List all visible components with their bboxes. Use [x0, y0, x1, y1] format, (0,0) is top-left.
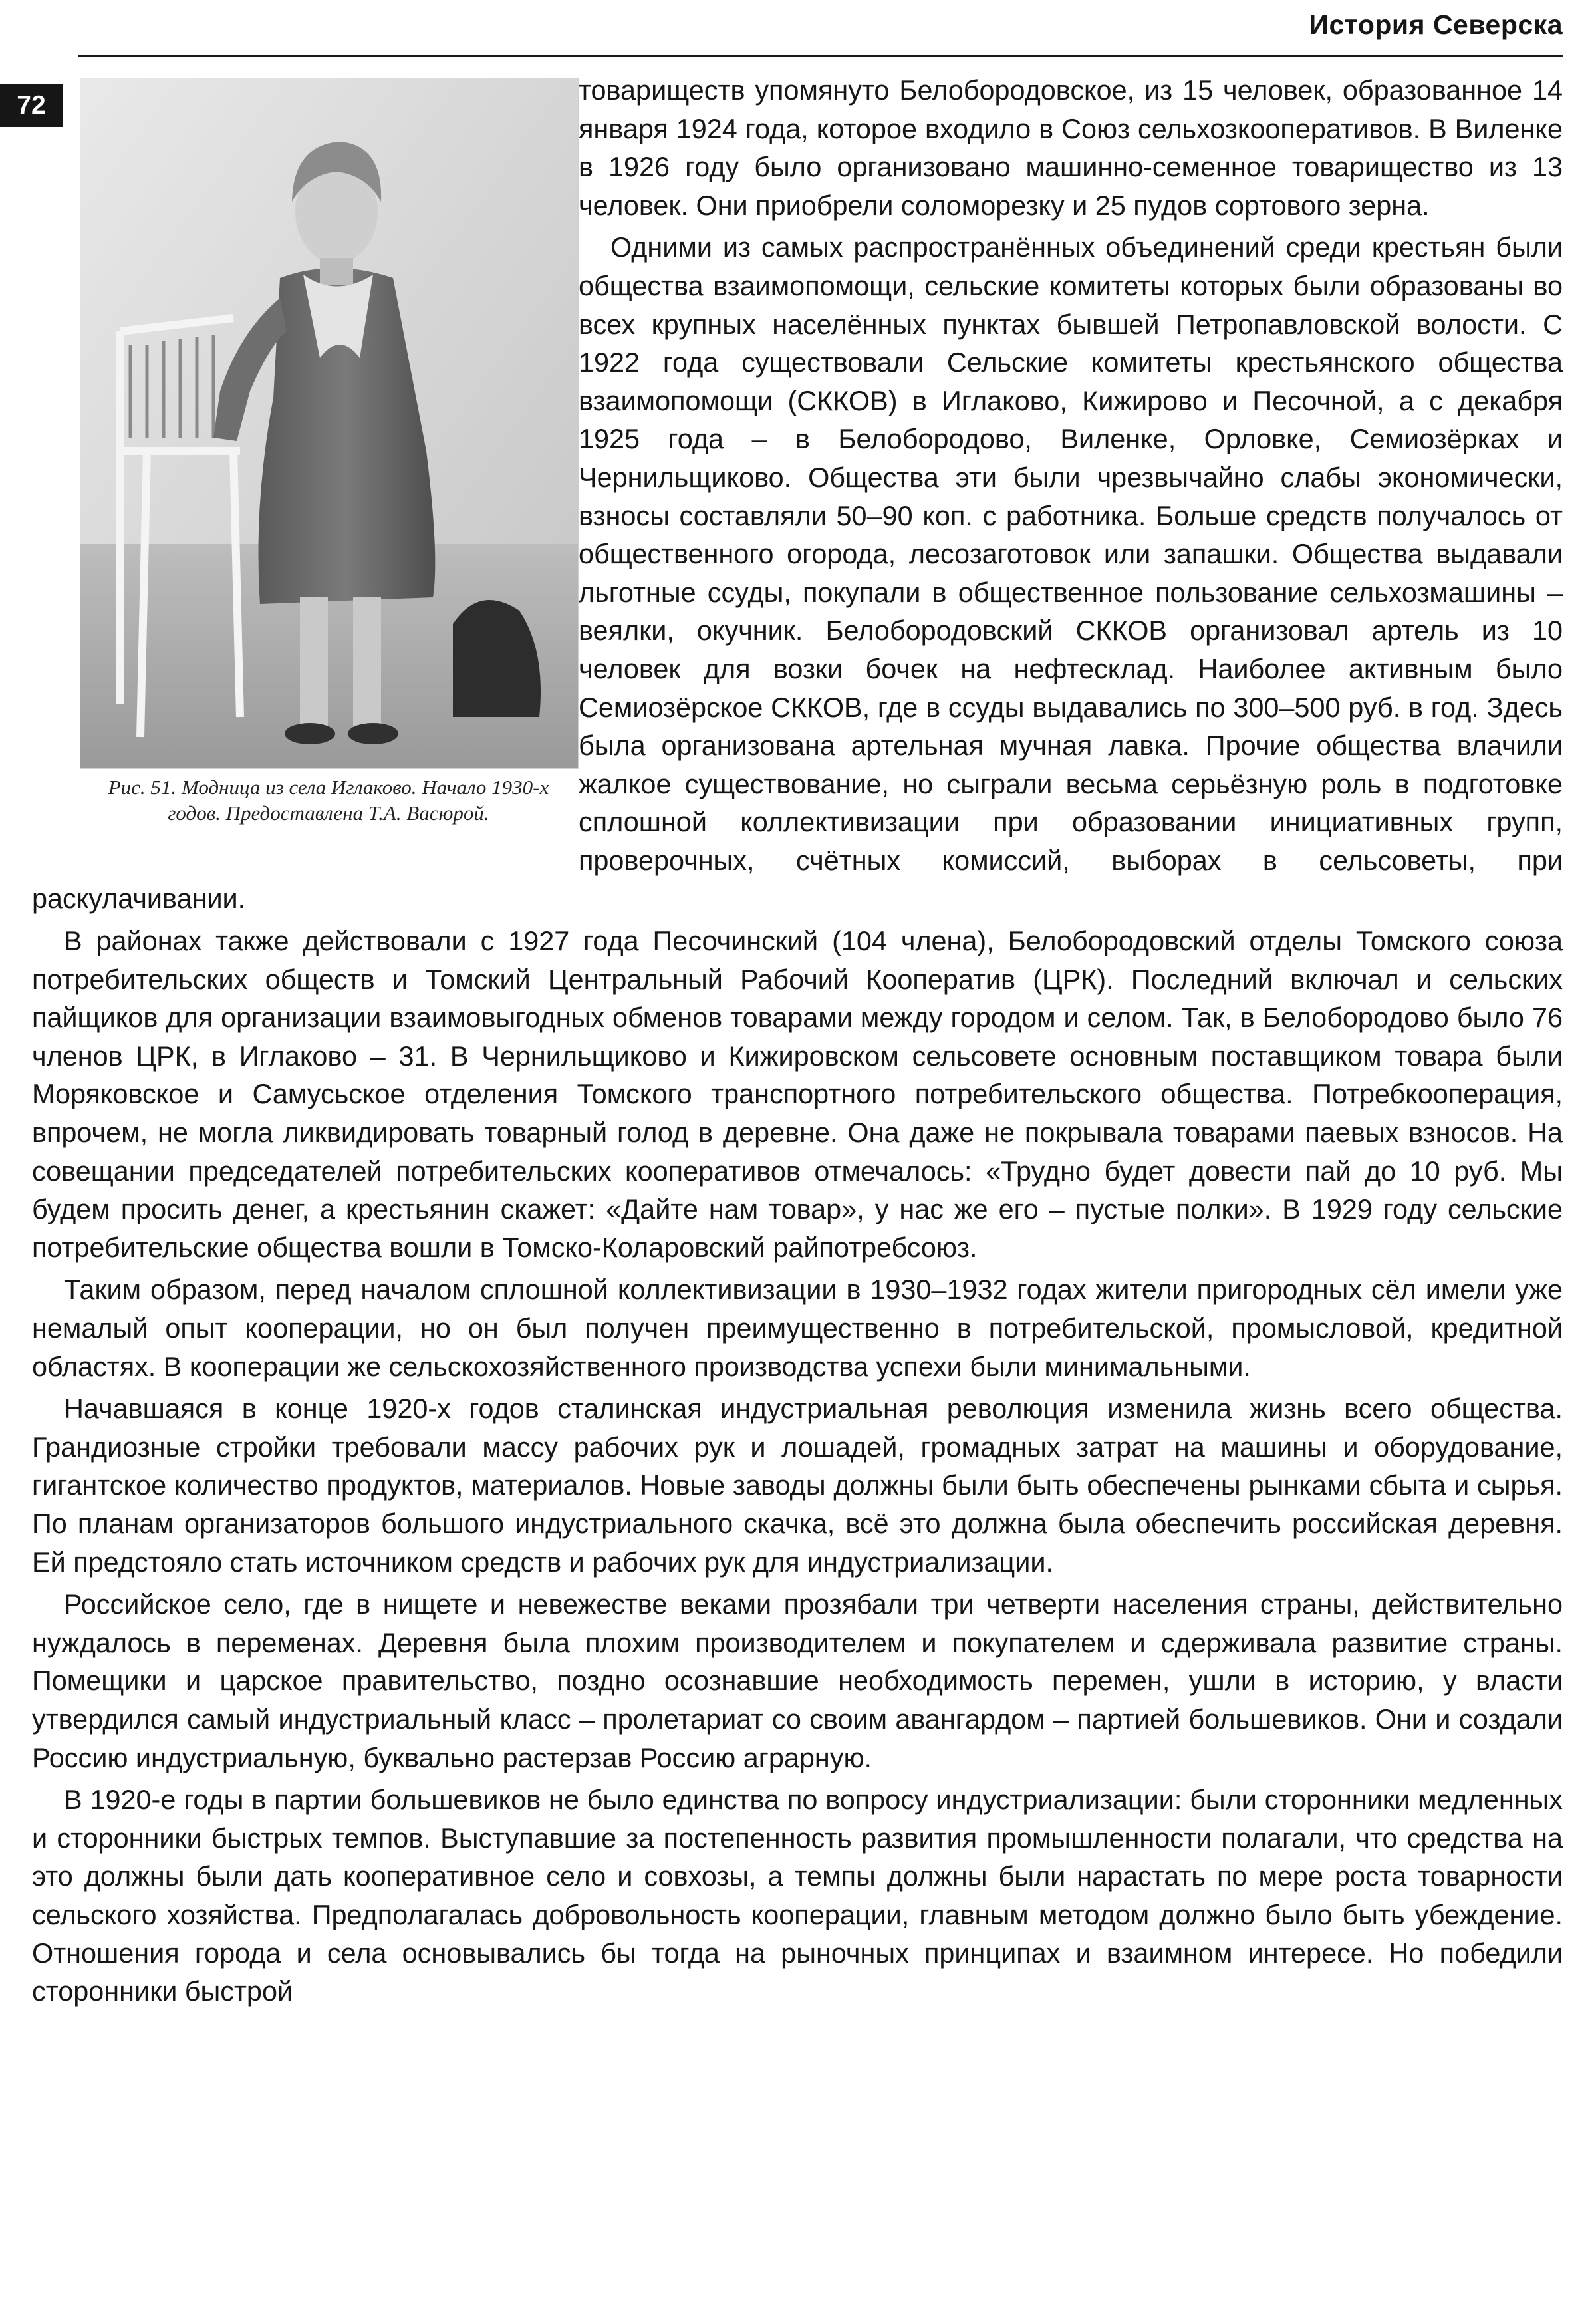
running-title: История Северска — [1309, 9, 1563, 40]
historical-photo-woman — [80, 78, 579, 769]
paragraph-1: товариществ упомянуто Белобородовское, из 15 человек, образованное 14 января 1924 года, которое входило в Союз сельхозкооперативов. В Виленке в 1926 году было организовано машинно-семенное товарищество из 13 человек. Они приобрели соломорезку и 25 пудов сортового зерна. — [579, 75, 1563, 221]
paragraph-6: Российское село, где в нищете и невежестве веками прозябали три четверти населения страны, действительно нуждалось в переменах. Деревня была плохим производителем и покупателем и сдерживала развитие страны. Помещики и царское правительство, поздно осознавшие необходимость перемен, ушли в историю, у власти утвердился самый индустриальный класс – пролетариат со своим авангардом – партией большевиков. Они и создали Россию индустриальную, буквально растерзав Россию аграрную. — [32, 1589, 1563, 1773]
figure-caption: Рис. 51. Модница из села Иглаково. Начало 1930-х годов. Предоставлена Т.А. Васюрой. — [108, 776, 549, 825]
figure — [80, 78, 577, 826]
page-number: 72 — [0, 84, 63, 127]
paragraph-7: В 1920-е годы в партии большевиков не было единства по вопросу индустриализации: были сторонники медленных и сторонники быстрых темпов. Выступавшие за постепенность развития промышленности полагали, что средства на это должны были дать кооперативное село и совхозы, а темпы должны были нарастать по мере роста товарности сельского хозяйства. Предполагалась добровольность кооперации, главным методом должно было быть убеждение. Отношения города и села основывались бы тогда на рыночных принципах и взаимном интересе. Но победили сторонники быстрой — [32, 1785, 1563, 2007]
paragraph-2: Одними из самых распространённых объединений среди крестьян были общества взаимопомощи, сельские комитеты которых были образованы во всех крупных населённых пунктах бывшей Петропавловской волости. С 1922 года существовали Сельские комитеты крестьянского общества взаимопомощи (СККОВ) в Иглаково, Кижирово и Песочной, а с декабря 1925 года – в Белобородово, Виленке, Орловке, Семиозёрках и Чернильщиково. Общества эти были чрезвычайно слабы экономически, взносы составляли 50–90 коп. с работника. Больше средств получалось от общественного огорода, лесозаготовок или запашки. Общества выдавали льготные ссуды, покупали в общественное пользование сельхозмашины – веялки, окучник. Белобородовский СККОВ организовал артель из 10 человек для возки бочек на нефтесклад. Наиболее активным было Семиозёрское СККОВ, где в ссуды выдавались по 300–500 руб. в год. Здесь была организована артельная мучная лавка. Прочие общества влачили жалкое существование, но сыграли весьма серьёзную роль в подготовке сплошной коллективизации при образовании инициативных групп, проверочных, счётных комиссий, выборах в сельсоветы, при раскулачивании. — [32, 232, 1563, 915]
paragraph-4: Таким образом, перед началом сплошной коллективизации в 1930–1932 годах жители пригородных сёл имели уже немалый опыт кооперации, но он был получен преимущественно в потребительской, промысловой, кредитной областях. В кооперации же сельскохозяйственного производства успехи были минимальными. — [32, 1274, 1563, 1382]
header-rule — [78, 55, 1563, 57]
paragraph-3: В районах также действовали с 1927 года Песочинский (104 члена), Белобородовский отделы Томского союза потребительских обществ и Томский Центральный Рабочий Кооператив (ЦРК). Последний включал и сельских пайщиков для организации взаимовыгодных обменов товарами между городом и селом. Так, в Белобородово было 76 членов ЦРК, в Иглаково – 31. В Чернильщиково и Кижировском сельсовете основным поставщиком товара были Моряковское и Самусьское отделения Томского транспортного потребительского общества. Потребкооперация, впрочем, не могла ликвидировать товарный голод в деревне. Она даже не покрывала товарами паевых взносов. На совещании председателей потребительских кооперативов отмечалось: «Трудно будет довести пай до 10 руб. Мы будем просить денег, а крестьянин скажет: «Дайте нам товар», у нас же его – пустые полки». В 1929 году сельские потребительские общества вошли в Томско-Коларовский райпотребсоюз. — [32, 926, 1563, 1263]
paragraph-5: Начавшаяся в конце 1920-х годов сталинская индустриальная революция изменила жизнь всего общества. Грандиозные стройки требовали массу рабочих рук и лошадей, громадных затрат на машины и оборудование, гигантское количество продуктов, материалов. Новые заводы должны были быть обеспечены рынками сбыта и сырья. По планам организаторов большого индустриального скачка, всё это должна была обеспечить российская деревня. Ей предстояло стать источником средств и рабочих рук для индустриализации. — [32, 1393, 1563, 1578]
